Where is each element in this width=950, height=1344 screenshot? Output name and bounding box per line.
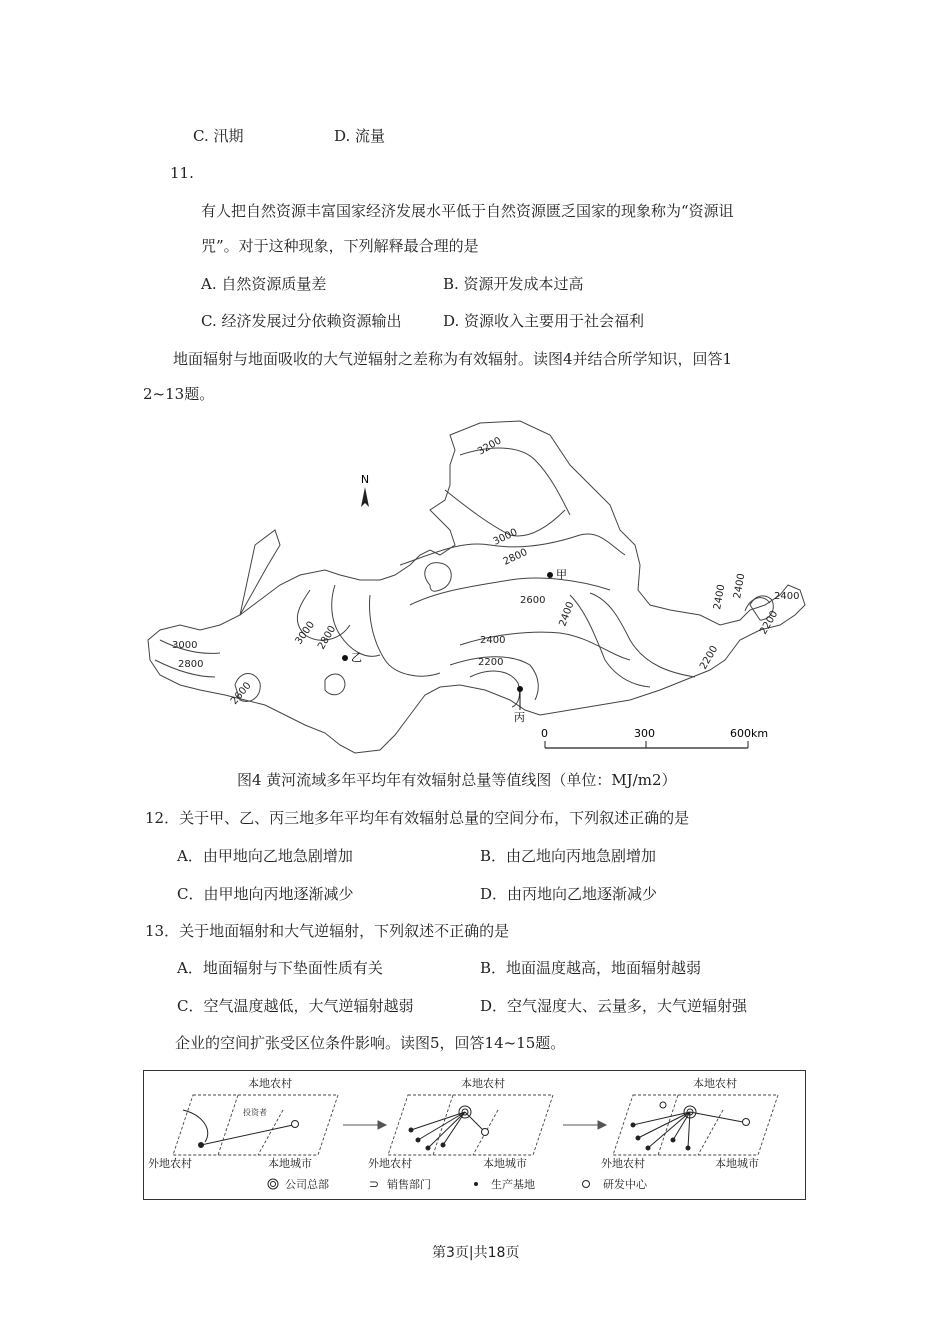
legend-sales: 销售部门 [387, 1178, 431, 1191]
intro-12-13-line2: 2~13题。 [143, 385, 215, 403]
isoline-label: 2200 [478, 657, 504, 668]
panel-2-local-village: 本地农村 [461, 1077, 505, 1090]
panel-3-outside-village: 外地农村 [601, 1157, 645, 1170]
q11-number: 11. [170, 164, 194, 182]
panel-1-local-city: 本地城市 [268, 1157, 312, 1170]
isoline-label: 3000 [293, 619, 318, 647]
isoline [370, 595, 440, 676]
legend-hq: 公司总部 [285, 1178, 329, 1191]
q13-option-d: D．空气湿度大、云量多，大气逆辐射强 [480, 997, 748, 1015]
q11-option-c: C. 经济发展过分依赖资源输出 [201, 312, 402, 330]
isoline [410, 578, 610, 605]
isoline-label: 3000 [172, 640, 198, 651]
isoline [325, 674, 345, 695]
isoline-label: 2800 [178, 659, 204, 670]
sales-legend-icon: ⊃ [369, 1177, 380, 1191]
q13-stem: 13．关于地面辐射和大气逆辐射，下列叙述不正确的是 [145, 922, 510, 940]
q11-stem-line1: 有人把自然资源丰富国家经济发展水平低于自然资源匮乏国家的现象称为“资源诅 [201, 202, 734, 220]
isoline-label: 3200 [476, 435, 504, 458]
panel-3-local-city: 本地城市 [715, 1157, 759, 1170]
panel-1-local-village: 本地农村 [248, 1077, 292, 1090]
north-arrow [361, 473, 369, 507]
isoline-label: 2800 [501, 546, 530, 568]
panel-3-local-village: 本地农村 [693, 1077, 737, 1090]
point-jia-label: 甲 [556, 568, 567, 581]
point-yi-marker [342, 655, 348, 661]
isoline [590, 593, 695, 677]
page-footer: 第3页|共18页 [432, 1245, 520, 1261]
q10-option-d: D. 流量 [334, 127, 386, 145]
isoline-label: 2600 [228, 680, 254, 707]
scale-label-0: 0 [541, 727, 548, 740]
figure-4-caption: 图4 黄河流域多年平均年有效辐射总量等值线图（单位：MJ/m2） [237, 771, 677, 789]
isoline-label: 2400 [712, 583, 728, 611]
scale-label-600: 600km [730, 727, 769, 740]
legend-production: 生产基地 [491, 1178, 535, 1191]
panel-1-investor: 投资者 [243, 1108, 267, 1117]
panel-1-outside-village: 外地农村 [148, 1157, 192, 1170]
q13-option-c: C．空气温度越低，大气逆辐射越弱 [177, 997, 414, 1015]
figure-4-isoline-map [140, 415, 810, 760]
q13-option-b: B．地面温度越高，地面辐射越弱 [480, 959, 702, 977]
isoline-label: 2400 [480, 635, 506, 646]
isoline [445, 490, 565, 536]
north-label: N [360, 473, 370, 486]
q10-option-c: C. 汛期 [193, 127, 244, 145]
legend-rd: 研发中心 [603, 1178, 647, 1191]
isoline-label: 2400 [732, 572, 748, 600]
point-jia-marker [547, 572, 553, 578]
isoline-label: 2400 [557, 600, 577, 629]
figure-5-enterprise-expansion [143, 1070, 806, 1200]
intro-12-13-line1: 地面辐射与地面吸收的大气逆辐射之差称为有效辐射。读图4并结合所学知识，回答1 [173, 350, 733, 368]
isoline [570, 595, 650, 687]
scale-label-300: 300 [634, 727, 655, 740]
q11-option-b: B. 资源开发成本过高 [443, 275, 584, 293]
isoline-label: 3000 [491, 526, 520, 548]
panel-2-outside-village: 外地农村 [368, 1157, 412, 1170]
isoline-label: 2800 [316, 623, 339, 652]
q11-option-d: D. 资源收入主要用于社会福利 [443, 312, 645, 330]
q12-option-b: B．由乙地向丙地急剧增加 [480, 847, 657, 865]
basin-outline [148, 421, 805, 753]
rd-legend-icon [583, 1181, 590, 1188]
q11-option-a: A. 自然资源质量差 [201, 275, 327, 293]
q12-option-d: D．由丙地向乙地逐渐减少 [480, 885, 658, 903]
scale-bar [541, 727, 768, 748]
production-legend-icon [474, 1182, 478, 1186]
intro-14-15: 企业的空间扩张受区位条件影响。读图5，回答14~15题。 [175, 1034, 566, 1052]
q12-option-c: C．由甲地向丙地逐渐减少 [177, 885, 354, 903]
isoline-label: 2400 [774, 591, 800, 602]
panel-2-local-city: 本地城市 [483, 1157, 527, 1170]
q12-stem: 12．关于甲、乙、丙三地多年平均年有效辐射总量的空间分布，下列叙述正确的是 [145, 809, 690, 827]
q13-option-a: A．地面辐射与下垫面性质有关 [177, 959, 383, 977]
isoline-label: 2600 [520, 595, 546, 606]
q12-option-a: A．由甲地向乙地急剧增加 [177, 847, 353, 865]
isoline-label: 2200 [698, 643, 721, 672]
point-yi-label: 乙 [351, 651, 362, 664]
isoline [332, 585, 380, 656]
sales-dept-icon [292, 1121, 299, 1128]
q11-stem-line2: 咒”。对于这种现象，下列解释最合理的是 [201, 237, 479, 255]
isoline [460, 448, 570, 515]
isoline-label: 2200 [758, 608, 781, 637]
isoline [425, 563, 451, 592]
point-bing-label: 丙 [514, 711, 525, 724]
